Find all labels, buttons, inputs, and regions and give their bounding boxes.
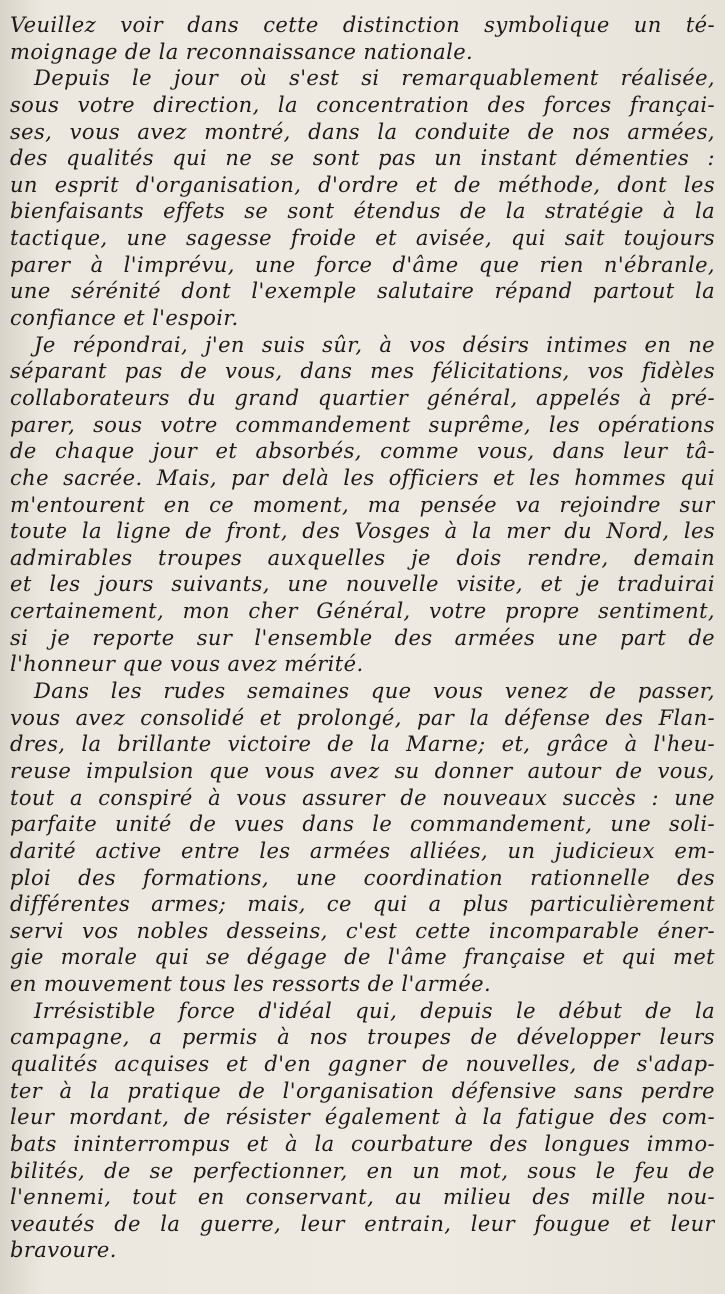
paragraph-2 bbox=[10, 65, 715, 331]
text-line: servi vos nobles desseins, c'est cette incomparable éner- bbox=[10, 918, 715, 943]
text-line: admirables troupes auxquelles je dois rendre, demain bbox=[10, 545, 715, 570]
text-line: tactique, une sagesse froide et avisée, qui sait toujours bbox=[10, 226, 715, 251]
text-line: sous votre direction, la concentration des forces françai- bbox=[10, 92, 715, 117]
text-line: ploi des formations, une coordination rationnelle des bbox=[10, 865, 715, 890]
text-line: leur mordant, de résister également à la fatigue des com- bbox=[10, 1105, 715, 1130]
paragraph-4 bbox=[10, 678, 715, 998]
text-line: darité active entre les armées alliées, un judicieux em- bbox=[10, 838, 715, 863]
text-line: Dans les rudes semaines que vous venez de passer, bbox=[34, 679, 715, 704]
text-line: moignage de la reconnaissance nationale. bbox=[10, 39, 474, 64]
text-line: Depuis le jour où s'est si remarquablement réalisée, bbox=[34, 66, 715, 91]
text-line: che sacrée. Mais, par delà les officiers et les hommes qui bbox=[10, 465, 715, 490]
text-line: confiance et l'espoir. bbox=[10, 306, 239, 331]
text-line: veautés de la guerre, leur entrain, leur fougue et leur bbox=[10, 1211, 715, 1236]
text-line: de chaque jour et absorbés, comme vous, dans leur tâ- bbox=[10, 439, 715, 464]
text-line: l'honneur que vous avez mérité. bbox=[10, 652, 364, 677]
text-line: gie morale qui se dégage de l'âme française et qui met bbox=[10, 945, 715, 970]
text-line: ses, vous avez montré, dans la conduite de nos armées, bbox=[10, 119, 715, 144]
text-line: Je répondrai, j'en suis sûr, à vos désirs intimes en ne bbox=[34, 332, 715, 357]
text-line: Veuillez voir dans cette distinction symbolique un té- bbox=[10, 13, 715, 37]
text-line: bravoure. bbox=[10, 1238, 117, 1263]
text-line: dres, la brillante victoire de la Marne; et, grâce à l'heu- bbox=[10, 732, 715, 757]
text-line: séparant pas de vous, dans mes félicitations, vos fidèles bbox=[10, 359, 715, 384]
text-line: un esprit d'organisation, d'ordre et de méthode, dont les bbox=[10, 172, 715, 197]
text-line: collaborateurs du grand quartier général, appelés à pré- bbox=[10, 385, 715, 410]
text-line: parfaite unité de vues dans le commandement, une soli- bbox=[10, 812, 715, 837]
text-line: une sérénité dont l'exemple salutaire répand partout la bbox=[10, 279, 715, 304]
paragraph-5 bbox=[10, 998, 715, 1264]
text-line: campagne, a permis à nos troupes de développer leurs bbox=[10, 1025, 715, 1050]
text-line: parer à l'imprévu, une force d'âme que rien n'ébranle, bbox=[10, 252, 715, 277]
text-line: certainement, mon cher Général, votre propre sentiment, bbox=[10, 599, 715, 624]
text-line: parer, sous votre commandement suprême, les opérations bbox=[10, 412, 715, 437]
text-line: m'entourent en ce moment, ma pensée va rejoindre sur bbox=[10, 492, 715, 517]
text-line: bienfaisants effets se sont étendus de la stratégie à la bbox=[10, 199, 715, 224]
paragraph-1 bbox=[10, 12, 715, 65]
text-line: en mouvement tous les ressorts de l'armée. bbox=[10, 972, 492, 997]
text-line: toute la ligne de front, des Vosges à la mer du Nord, les bbox=[10, 519, 715, 544]
text-line: vous avez consolidé et prolongé, par la défense des Flan- bbox=[10, 705, 715, 730]
paragraph-3 bbox=[10, 332, 715, 678]
text-line: reuse impulsion que vous avez su donner autour de vous, bbox=[10, 758, 715, 783]
text-line: ter à la pratique de l'organisation défensive sans perdre bbox=[10, 1078, 715, 1103]
text-line: l'ennemi, tout en conservant, au milieu des mille nou- bbox=[10, 1185, 715, 1210]
text-line: et les jours suivants, une nouvelle visite, et je traduirai bbox=[10, 572, 715, 597]
text-line: qualités acquises et d'en gagner de nouvelles, de s'adap- bbox=[10, 1051, 715, 1076]
text-line: si je reporte sur l'ensemble des armées une part de bbox=[10, 625, 715, 650]
text-line: bilités, de se perfectionner, en un mot, sous le feu de bbox=[10, 1158, 715, 1183]
text-line: Irrésistible force d'idéal qui, depuis le début de la bbox=[34, 998, 715, 1023]
text-line: tout a conspiré à vous assurer de nouveaux succès : une bbox=[10, 785, 715, 810]
text-line: différentes armes; mais, ce qui a plus particulièrement bbox=[10, 892, 715, 917]
text-line: des qualités qui ne se sont pas un instant démenties : bbox=[10, 146, 715, 171]
text-line: bats ininterrompus et à la courbature des longues immo- bbox=[10, 1131, 715, 1156]
